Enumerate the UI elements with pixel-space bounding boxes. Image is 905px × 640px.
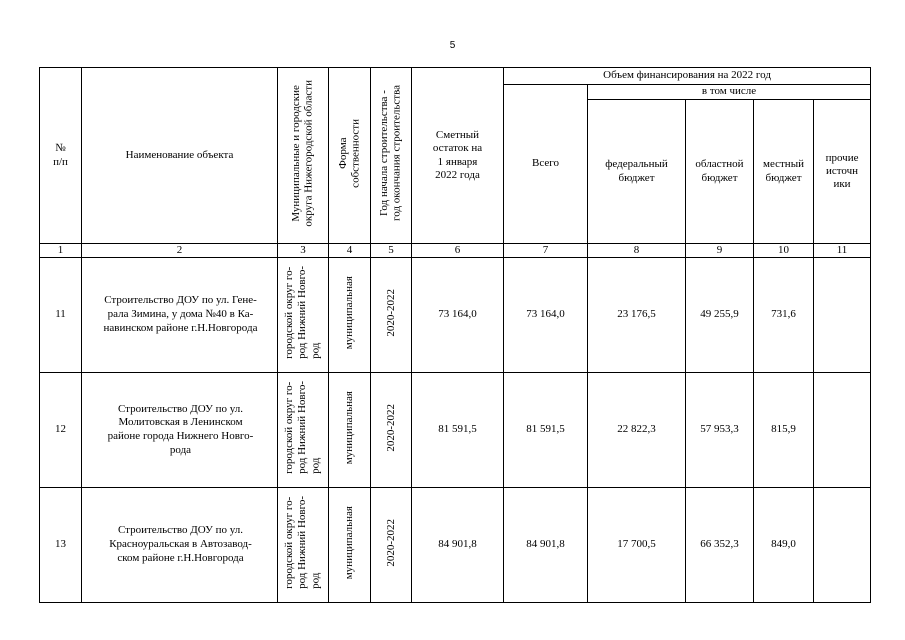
row-number: 12	[40, 373, 82, 488]
header-total: Всего	[504, 85, 588, 244]
column-number: 7	[504, 244, 588, 258]
regional-cell: 57 953,3	[686, 373, 754, 488]
local-cell: 731,6	[754, 258, 814, 373]
municipality-cell: городской округ го- род Нижний Новго- род	[278, 373, 329, 488]
header-including: в том числе	[588, 85, 871, 100]
total-cell: 81 591,5	[504, 373, 588, 488]
other-cell	[814, 258, 871, 373]
other-cell	[814, 488, 871, 603]
column-number: 9	[686, 244, 754, 258]
column-number: 6	[412, 244, 504, 258]
header-federal: федеральный бюджет	[588, 100, 686, 244]
column-number: 10	[754, 244, 814, 258]
column-number: 11	[814, 244, 871, 258]
header-name: Наименование объекта	[82, 68, 278, 244]
row-number: 11	[40, 258, 82, 373]
years-cell: 2020-2022	[371, 488, 412, 603]
object-name: Строительство ДОУ по ул. Красноуральская в Автозавод- ском районе г.Н.Новгорода	[82, 488, 278, 603]
table-row	[40, 258, 871, 373]
header-other: прочие источн ики	[814, 100, 871, 244]
column-number: 5	[371, 244, 412, 258]
object-name: Строительство ДОУ по ул. Гене- рала Зимина, у дома №40 в Ка- навинском районе г.Н.Новгорода	[82, 258, 278, 373]
years-cell: 2020-2022	[371, 258, 412, 373]
municipality-cell: городской округ го- род Нижний Новго- род	[278, 488, 329, 603]
column-number: 4	[329, 244, 371, 258]
federal-cell: 22 822,3	[588, 373, 686, 488]
regional-cell: 66 352,3	[686, 488, 754, 603]
header-estimate: Сметный остаток на 1 января 2022 года	[412, 68, 504, 244]
federal-cell: 17 700,5	[588, 488, 686, 603]
total-cell: 73 164,0	[504, 258, 588, 373]
column-number: 1	[40, 244, 82, 258]
column-number: 3	[278, 244, 329, 258]
regional-cell: 49 255,9	[686, 258, 754, 373]
table-row	[40, 373, 871, 488]
other-cell	[814, 373, 871, 488]
estimate-cell: 73 164,0	[412, 258, 504, 373]
local-cell: 849,0	[754, 488, 814, 603]
estimate-cell: 84 901,8	[412, 488, 504, 603]
header-ownership: Форма собственности	[329, 68, 371, 244]
ownership-cell: муниципальная	[329, 258, 371, 373]
column-number: 8	[588, 244, 686, 258]
column-number-row	[40, 244, 871, 258]
header-municipality: Муниципальные и городские округа Нижегородской области	[278, 68, 329, 244]
municipality-cell: городской округ го- род Нижний Новго- род	[278, 258, 329, 373]
row-number: 13	[40, 488, 82, 603]
years-cell: 2020-2022	[371, 373, 412, 488]
header-regional: областной бюджет	[686, 100, 754, 244]
federal-cell: 23 176,5	[588, 258, 686, 373]
estimate-cell: 81 591,5	[412, 373, 504, 488]
header-local: местный бюджет	[754, 100, 814, 244]
header-num: № п/п	[40, 68, 82, 244]
ownership-cell: муниципальная	[329, 373, 371, 488]
table-row	[40, 488, 871, 603]
header-years: Год начала строительства - год окончания строительства	[371, 68, 412, 244]
header-funding-group: Объем финансирования на 2022 год	[504, 68, 871, 85]
ownership-cell: муниципальная	[329, 488, 371, 603]
page-number: 5	[449, 40, 456, 51]
local-cell: 815,9	[754, 373, 814, 488]
financing-table	[39, 67, 871, 603]
object-name: Строительство ДОУ по ул. Молитовская в Ленинском районе города Нижнего Новго- рода	[82, 373, 278, 488]
column-number: 2	[82, 244, 278, 258]
total-cell: 84 901,8	[504, 488, 588, 603]
